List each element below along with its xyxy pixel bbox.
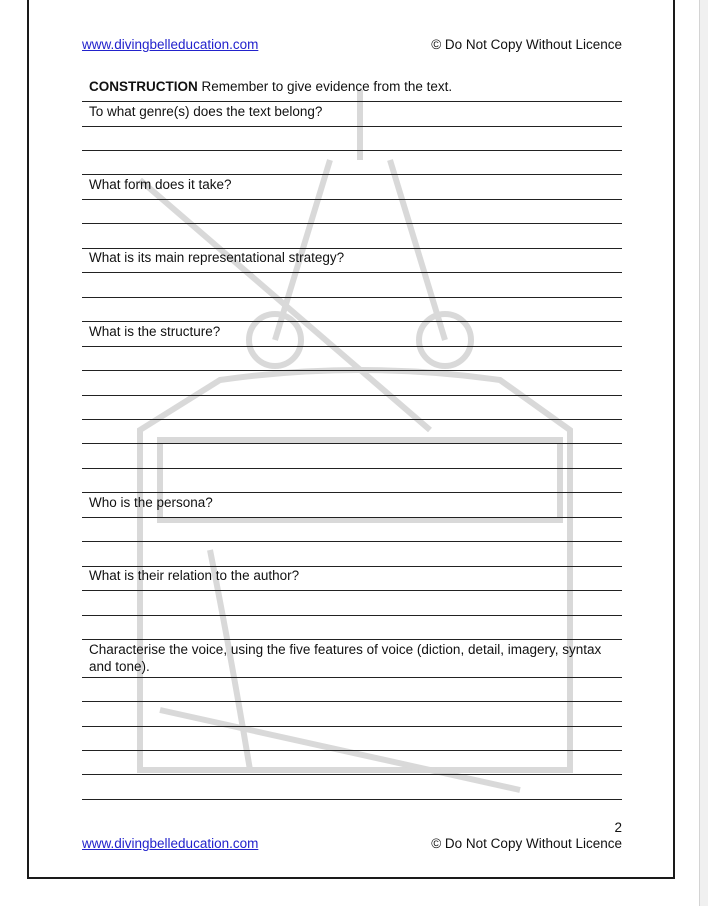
answer-line[interactable] xyxy=(82,615,622,616)
vertical-scrollbar[interactable] xyxy=(699,0,708,906)
answer-line[interactable] xyxy=(82,541,622,542)
question-strategy: What is its main representational strategy? xyxy=(89,250,345,265)
answer-line[interactable] xyxy=(82,297,622,298)
answer-line[interactable] xyxy=(82,370,622,371)
answer-line[interactable] xyxy=(82,419,622,420)
question-voice: Characterise the voice, using the five features of voice (diction, detail, imagery, syntax and tone). xyxy=(89,642,602,674)
answer-line[interactable] xyxy=(82,677,622,678)
section-intro xyxy=(89,78,452,95)
rule-line xyxy=(82,174,622,175)
question-relation: What is their relation to the author? xyxy=(89,568,300,583)
answer-line[interactable] xyxy=(82,590,622,591)
section-heading: CONSTRUCTION xyxy=(89,79,198,94)
diving-bell-watermark-image xyxy=(100,90,620,810)
header-copyright: © Do Not Copy Without Licence xyxy=(431,37,622,52)
answer-line[interactable] xyxy=(82,346,622,347)
answer-line[interactable] xyxy=(82,199,622,200)
footer-copyright: © Do Not Copy Without Licence xyxy=(431,836,622,851)
rule-line xyxy=(82,492,622,493)
section-instruction: Remember to give evidence from the text. xyxy=(201,79,453,94)
answer-line[interactable] xyxy=(82,126,622,127)
footer-website-link[interactable]: www.divingbelleducation.com xyxy=(82,836,259,851)
answer-line[interactable] xyxy=(82,726,622,727)
answer-line[interactable] xyxy=(82,443,622,444)
question-persona: Who is the persona? xyxy=(89,495,213,510)
rule-line xyxy=(82,639,622,640)
header-website-link[interactable]: www.divingbelleducation.com xyxy=(82,37,259,52)
question-genre: To what genre(s) does the text belong? xyxy=(89,104,323,119)
answer-line[interactable] xyxy=(82,701,622,702)
answer-line[interactable] xyxy=(82,750,622,751)
rule-line xyxy=(82,321,622,322)
answer-line[interactable] xyxy=(82,150,622,151)
page-footer xyxy=(82,836,622,851)
answer-line[interactable] xyxy=(82,223,622,224)
answer-line[interactable] xyxy=(82,395,622,396)
answer-line[interactable] xyxy=(82,517,622,518)
answer-line[interactable] xyxy=(82,774,622,775)
rule-line xyxy=(82,101,622,102)
answer-line[interactable] xyxy=(82,799,622,800)
answer-line[interactable] xyxy=(82,272,622,273)
answer-line[interactable] xyxy=(82,468,622,469)
page-number: 2 xyxy=(614,820,622,835)
question-form: What form does it take? xyxy=(89,177,232,192)
question-structure: What is the structure? xyxy=(89,324,221,339)
page-header xyxy=(82,37,622,52)
